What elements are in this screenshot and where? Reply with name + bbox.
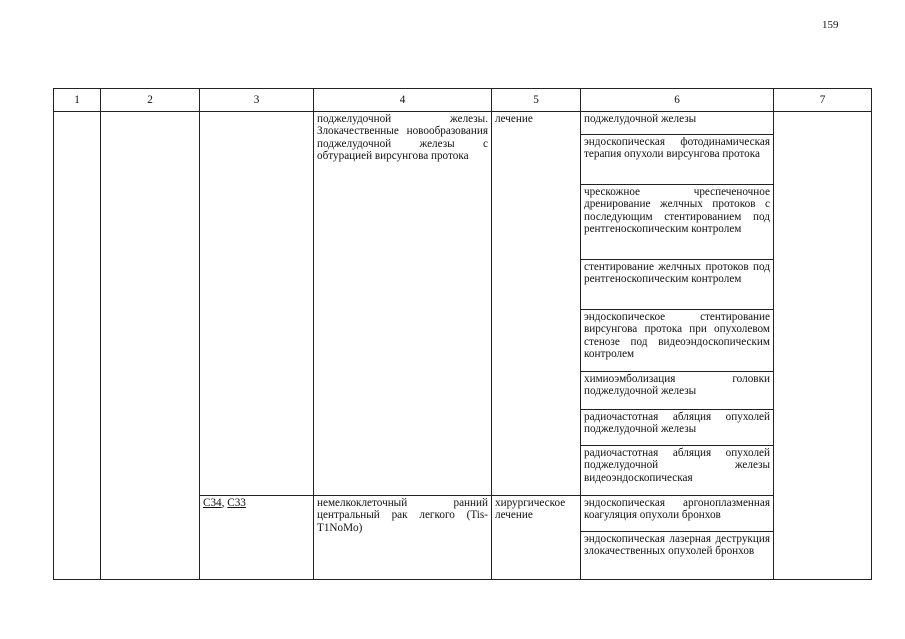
treatment-type-cell: лечение bbox=[492, 112, 581, 496]
procedure-table bbox=[53, 88, 872, 580]
header-col-4: 4 bbox=[314, 89, 492, 112]
codes-cell bbox=[200, 112, 314, 496]
col7-cell bbox=[774, 112, 872, 580]
codes-cell bbox=[200, 496, 314, 580]
code-separator: , bbox=[221, 497, 228, 509]
method-cell: эндоскопическая аргоноплазменная коагуляция опухоли бронхов bbox=[581, 496, 774, 532]
treatment-type-cell: хирургическое лечение bbox=[492, 496, 581, 580]
header-row bbox=[54, 89, 872, 112]
header-col-1: 1 bbox=[54, 89, 101, 112]
header-col-3: 3 bbox=[200, 89, 314, 112]
method-cell: радиочастотная абляция опухолей поджелудочной железы bbox=[581, 410, 774, 446]
method-cell: химиоэмболизация головки поджелудочной железы bbox=[581, 372, 774, 410]
method-cell: радиочастотная абляция опухолей поджелудочной железы видеоэндоскопическая bbox=[581, 446, 774, 496]
page-number: 159 bbox=[822, 19, 839, 31]
method-cell: эндоскопическая фотодинамическая терапия опухоли вирсунгова протока bbox=[581, 135, 774, 185]
header-col-5: 5 bbox=[492, 89, 581, 112]
diagnosis-cell: немелкоклеточный ранний центральный рак легкого (Tis-T1NoMo) bbox=[314, 496, 492, 580]
col2-cell bbox=[101, 112, 200, 580]
code-link-c34[interactable]: C34 bbox=[203, 497, 222, 509]
code-link-c33[interactable]: C33 bbox=[227, 497, 246, 509]
header-col-7: 7 bbox=[774, 89, 872, 112]
method-cell: поджелудочной железы bbox=[581, 112, 774, 135]
method-cell: чрескожное чреспеченочное дренирование желчных протоков с последующим стентированием под рентгеноскопическим контролем bbox=[581, 185, 774, 260]
header-col-6: 6 bbox=[581, 89, 774, 112]
method-cell: эндоскопическое стентирование вирсунгова протока при опухолевом стенозе под видеоэндоскопическим контролем bbox=[581, 310, 774, 372]
diagnosis-cell: поджелудочной железы. Злокачественные новообразования поджелудочной железы с обтурацией вирсунгова протока bbox=[314, 112, 492, 496]
method-cell: стентирование желчных протоков под рентгеноскопическим контролем bbox=[581, 260, 774, 310]
table-row bbox=[54, 112, 872, 135]
method-cell: эндоскопическая лазерная деструкция злокачественных опухолей бронхов bbox=[581, 532, 774, 580]
col1-cell bbox=[54, 112, 101, 580]
header-col-2: 2 bbox=[101, 89, 200, 112]
